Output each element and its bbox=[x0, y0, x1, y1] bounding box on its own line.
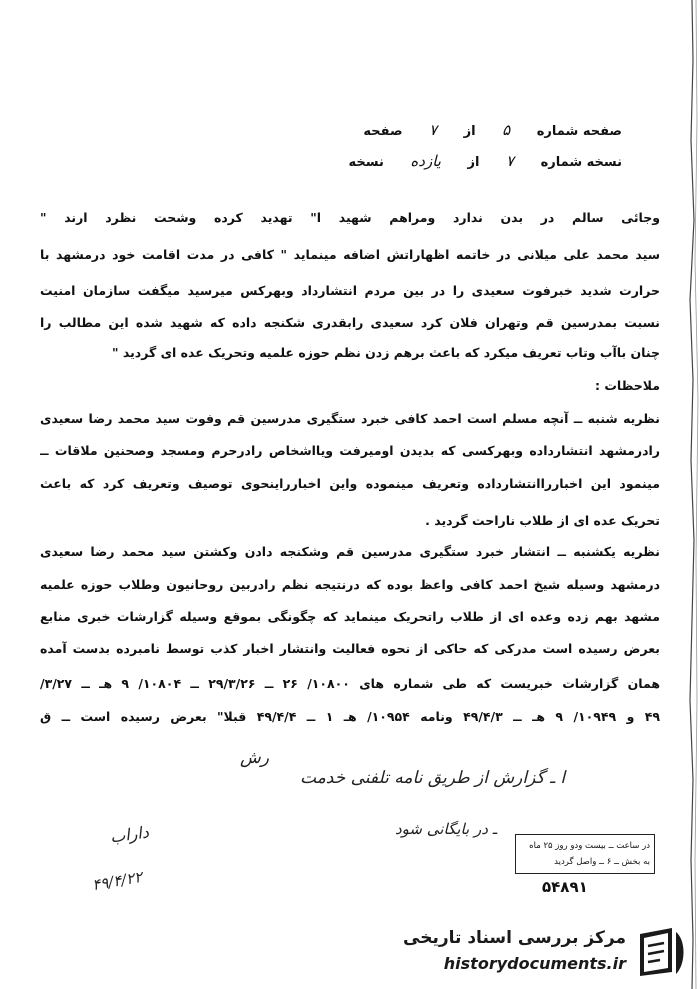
of-word: از bbox=[463, 124, 476, 139]
notes-line: رادرمشهد انتشارداده وبهرکسی که بدیدن اومیرفت ویااشخاص رادرحرم ومسجد وصحنین ملاقات ــ bbox=[40, 443, 660, 458]
copy-number: ۷ bbox=[505, 152, 515, 170]
copy-number-row bbox=[349, 152, 622, 170]
sunday-line: بعرض رسیده است مدرکی که حاکی از نحوه فعالیت وانتشار اخبار کذب توسط نامبرده بدست آمده bbox=[40, 641, 660, 656]
page-number: ۵ bbox=[502, 121, 511, 139]
sunday-line: همان گزارشات خبریست که طی شماره های ۱۰۸۰۰/ ۲۶ ــ ۲۹/۳/۲۶ ــ ۱۰۸۰۴/ ۹ هـ ــ ۳/۲۷/ bbox=[40, 676, 660, 691]
handwritten-left-date: ۴۹/۴/۲۲ bbox=[90, 867, 144, 895]
page-total: ۷ bbox=[429, 121, 438, 139]
body-line: وجائی سالم در بدن ندارد ومراهم شهید ا" تهدید کرده وشحت نظرد ارند " bbox=[40, 210, 660, 225]
archive-logo-icon bbox=[632, 924, 690, 980]
notes-line: تحریک عده ای از طلاب ناراحت گردید . bbox=[425, 513, 660, 528]
notes-line: مینمود این اخبارراانتشارداده وتعریف مینموده واین اخبارراینحوی توصیف وتعریف کرد که باعث bbox=[40, 476, 660, 491]
notes-label: ملاحظات : bbox=[594, 378, 660, 393]
page-number-row bbox=[363, 121, 622, 139]
watermark bbox=[403, 922, 690, 982]
body-line: چنان باآب وتاب تعریف میکرد که باعث برهم زدن نظم حوزه علمیه وتحریک عده ای گردید " bbox=[112, 345, 660, 360]
sunday-line: مشهد بهم زده وعده ای از طلاب راتحریک مینماید که چگونگی بموقع وسیله گزارشات خبری منابع bbox=[40, 609, 660, 624]
copy-label: نسخه شماره bbox=[540, 155, 622, 170]
watermark-url: historydocuments.ir bbox=[443, 954, 626, 973]
page-label: صفحه شماره bbox=[536, 124, 622, 139]
stamp-line1: در ساعت ــ بیست ودو روز ۲۵ ماه bbox=[529, 841, 650, 851]
handwritten-signature-line2: ـ در بایگانی شود bbox=[395, 820, 498, 838]
handwritten-mark: رش bbox=[240, 748, 269, 768]
copy-total: یازده bbox=[410, 152, 441, 170]
page-word: صفحه bbox=[363, 124, 403, 139]
receipt-stamp bbox=[515, 834, 655, 874]
body-line: حرارت شدید خبرفوت سعیدی را در بین مردم انتشارداد وبهرکس میرسید میگفت سازمان امنیت bbox=[40, 283, 660, 298]
notes-line: نظریه شنبه ــ آنچه مسلم است احمد کافی خبرد ستگیری مدرسین قم وفوت سید محمد رضا سعیدی bbox=[40, 411, 660, 426]
body-line: سید محمد علی میلانی در خاتمه اظهاراتش اضافه مینماید " کافی در مدت اقامت خود درمشهد با bbox=[40, 247, 660, 262]
stamp-line2: به بخش ــ ۶ ــ واصل گردید bbox=[554, 857, 650, 867]
handwritten-left-note: داراب bbox=[108, 822, 150, 847]
body-line: نسبت بمدرسین قم وتهران فلان کرد سعیدی رابقدری شکنجه داده که شهید شده این مطالب را bbox=[40, 315, 660, 330]
scan-edge bbox=[684, 0, 700, 989]
archive-number: ۵۴۸۹۱ bbox=[542, 878, 588, 896]
copy-of-word: از bbox=[467, 155, 480, 170]
sunday-line: درمشهد وسیله شیخ احمد کافی واعظ بوده که درنتیجه نظم رادربین روحانیون وطلاب حوزه علمیه bbox=[40, 577, 660, 592]
sunday-line: ۴۹ و ۱۰۹۴۹/ ۹ هـ ــ ۴۹/۴/۳ ونامه ۱۰۹۵۴/ هـ ۱ ــ ۴۹/۴/۴ قبلا" بعرض رسیده است ــ ق bbox=[40, 709, 660, 724]
copy-word: نسخه bbox=[348, 155, 384, 170]
watermark-title: مرکز بررسی اسناد تاریخی bbox=[403, 928, 626, 948]
sunday-line: نظریه یکشنبه ــ انتشار خبرد ستگیری مدرسین قم وشکنجه دادن وکشتن سید محمد رضا سعیدی bbox=[40, 544, 660, 559]
handwritten-signature-line1: ا ـ گزارش از طریق نامه تلفنی خدمت bbox=[300, 768, 566, 788]
